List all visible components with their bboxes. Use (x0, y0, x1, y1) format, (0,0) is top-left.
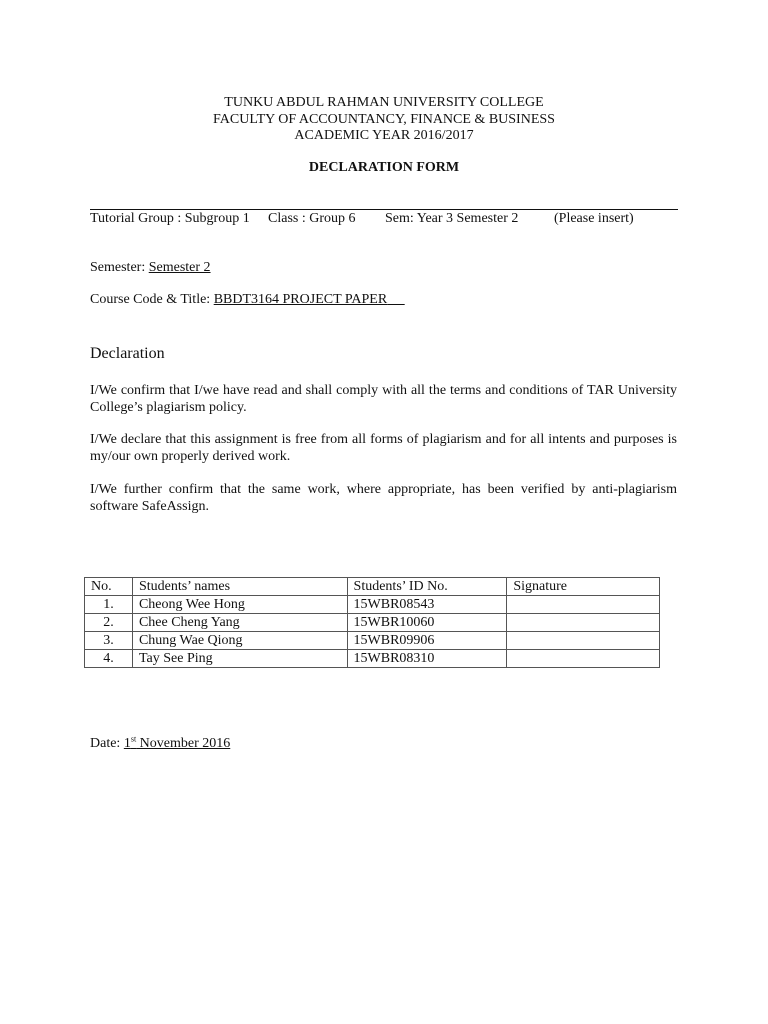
student-id: 15WBR08543 (347, 596, 507, 614)
declaration-paragraph-3: I/We further confirm that the same work, where appropriate, has been verified by anti-plagiarism software SafeAssign. (90, 482, 677, 514)
row-number: 4. (85, 650, 133, 668)
date-label: Date: (90, 736, 124, 751)
table-row (85, 650, 660, 668)
tutorial-group: Tutorial Group : Subgroup 1 (90, 211, 250, 226)
student-name: Cheong Wee Hong (132, 596, 347, 614)
semester-value: Semester 2 (148, 260, 211, 275)
academic-year: ACADEMIC YEAR 2016/2017 (294, 128, 474, 143)
students-table (84, 577, 660, 668)
student-name: Chee Cheng Yang (132, 614, 347, 632)
class-info: Class : Group 6 (268, 211, 356, 226)
course-label: Course Code & Title: (90, 292, 214, 307)
table-row (85, 596, 660, 614)
column-header-names: Students’ names (132, 578, 347, 596)
signature-cell[interactable] (507, 650, 660, 668)
date-day: 1 (123, 736, 131, 751)
declaration-heading: Declaration (90, 345, 165, 362)
column-header-id: Students’ ID No. (347, 578, 507, 596)
please-insert-note: (Please insert) (554, 211, 634, 226)
course-value: BBDT3164 PROJECT PAPER (213, 292, 388, 307)
table-header-row (85, 578, 660, 596)
row-number: 2. (85, 614, 133, 632)
row-number: 1. (85, 596, 133, 614)
signature-cell[interactable] (507, 596, 660, 614)
form-title: DECLARATION FORM (308, 160, 460, 175)
declaration-paragraph-1: I/We confirm that I/we have read and shall comply with all the terms and conditions of TAR University College’s plagiarism policy. (90, 383, 677, 415)
university-name: TUNKU ABDUL RAHMAN UNIVERSITY COLLEGE (224, 95, 544, 110)
student-name: Chung Wae Qiong (132, 632, 347, 650)
signature-cell[interactable] (507, 632, 660, 650)
student-id: 15WBR08310 (347, 650, 507, 668)
student-id: 15WBR10060 (347, 614, 507, 632)
date-suffix: st (130, 734, 137, 744)
semester-line (90, 260, 211, 276)
declaration-paragraph-2: I/We declare that this assignment is free from all forms of plagiarism and for all intents and purposes is my/our own properly derived work. (90, 432, 677, 464)
faculty-name: FACULTY OF ACCOUNTANCY, FINANCE & BUSINESS (213, 112, 555, 127)
column-header-signature: Signature (507, 578, 660, 596)
student-id: 15WBR09906 (347, 632, 507, 650)
signature-cell[interactable] (507, 614, 660, 632)
semester-label: Semester: (90, 260, 149, 275)
divider-rule (90, 209, 678, 210)
date-line (90, 736, 230, 752)
course-line (90, 292, 405, 308)
student-name: Tay See Ping (132, 650, 347, 668)
column-header-no: No. (85, 578, 133, 596)
date-value (124, 736, 230, 751)
sem-info: Sem: Year 3 Semester 2 (385, 211, 519, 226)
table-row (85, 614, 660, 632)
date-rest: November 2016 (136, 736, 231, 751)
row-number: 3. (85, 632, 133, 650)
table-row (85, 632, 660, 650)
